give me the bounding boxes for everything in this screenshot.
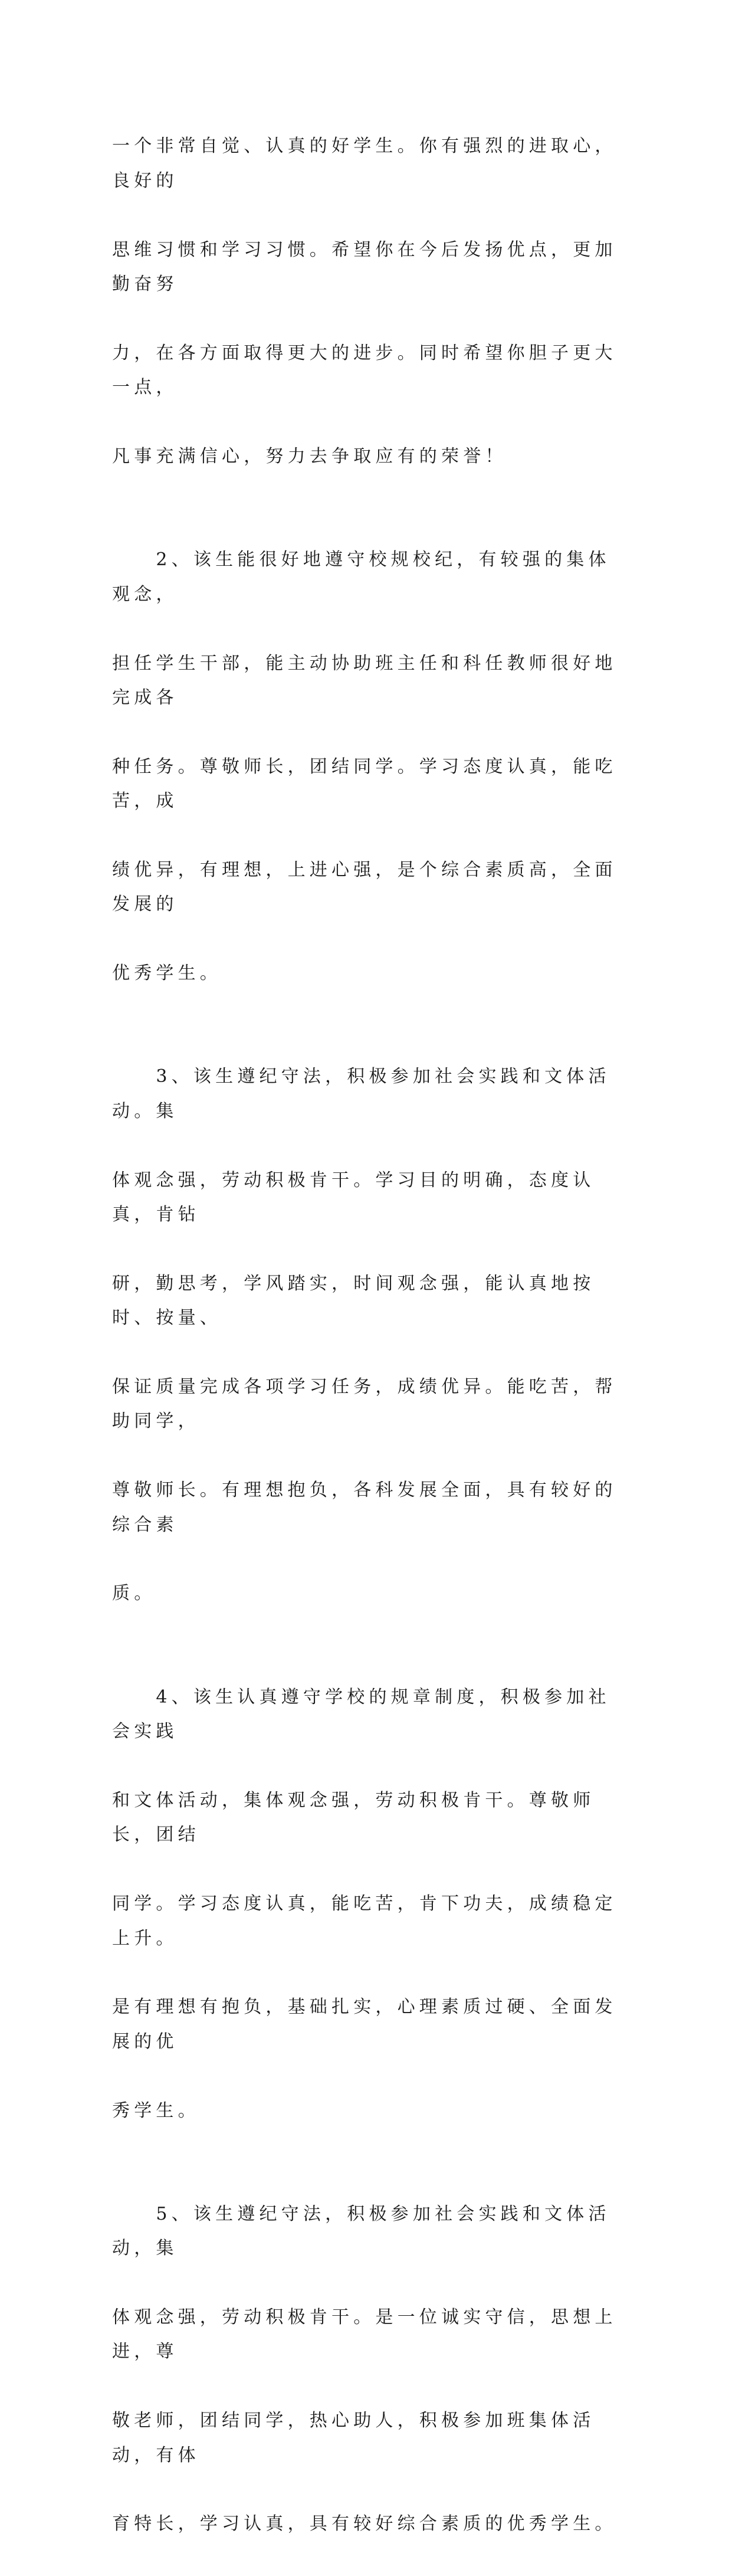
text-line: 4、该生认真遵守学校的规章制度，积极参加社会实践 [112, 1686, 610, 1742]
text-line: 一个非常自觉、认真的好学生。你有强烈的进取心，良好的 [112, 136, 617, 191]
text-line: 优秀学生。 [112, 963, 222, 984]
text-line: 体观念强，劳动积极肯干。学习目的明确，态度认真，肯钻 [112, 1169, 595, 1225]
text-line: 质。 [112, 1583, 156, 1604]
text-line: 担任学生干部，能主动协助班主任和科任教师很好地完成各 [112, 653, 617, 708]
paragraph-4 [112, 1646, 625, 2162]
text-line: 研，勤思考，学风踏实，时间观念强，能认真地按时、按量、 [112, 1273, 595, 1329]
paragraph-5 [112, 2162, 625, 2576]
text-line: 和文体活动，集体观念强，劳动积极肯干。尊敬师长，团结 [112, 1790, 595, 1846]
paragraph-3 [112, 1025, 625, 1646]
text-line: 体观念强，劳动积极肯干。是一位诚实守信，思想上进，尊 [112, 2307, 617, 2362]
text-line: 3、该生遵纪守法，积极参加社会实践和文体活动。集 [112, 1066, 610, 1122]
text-line: 育特长，学习认真，具有较好综合素质的优秀学生。 [112, 2513, 617, 2535]
text-line: 绩优异，有理想，上进心强，是个综合素质高，全面发展的 [112, 859, 617, 915]
text-line: 是有理想有抱负，基础扎实，心理素质过硬、全面发展的优 [112, 1997, 617, 2052]
text-line: 思维习惯和学习习惯。希望你在今后发扬优点，更加勤奋努 [112, 239, 617, 295]
paragraph-2 [112, 509, 625, 1025]
text-line: 种任务。尊敬师长，团结同学。学习态度认真，能吃苦，成 [112, 756, 617, 812]
document-body [112, 95, 625, 2576]
text-line: 秀学生。 [112, 2100, 200, 2121]
text-line: 同学。学习态度认真，能吃苦，肯下功夫，成绩稳定上升。 [112, 1893, 617, 1949]
text-line: 力，在各方面取得更大的进步。同时希望你胆子更大一点， [112, 342, 617, 398]
text-line: 2、该生能很好地遵守校规校纪，有较强的集体观念， [112, 549, 610, 605]
text-line: 凡事充满信心，努力去争取应有的荣誉！ [112, 446, 507, 467]
paragraph-continuation [112, 95, 625, 509]
text-line: 保证质量完成各项学习任务，成绩优异。能吃苦，帮助同学， [112, 1377, 617, 1432]
text-line: 5、该生遵纪守法，积极参加社会实践和文体活动，集 [112, 2203, 610, 2259]
text-line: 敬老师，团结同学，热心助人，积极参加班集体活动，有体 [112, 2410, 595, 2466]
text-line: 尊敬师长。有理想抱负，各科发展全面，具有较好的综合素 [112, 1480, 617, 1535]
